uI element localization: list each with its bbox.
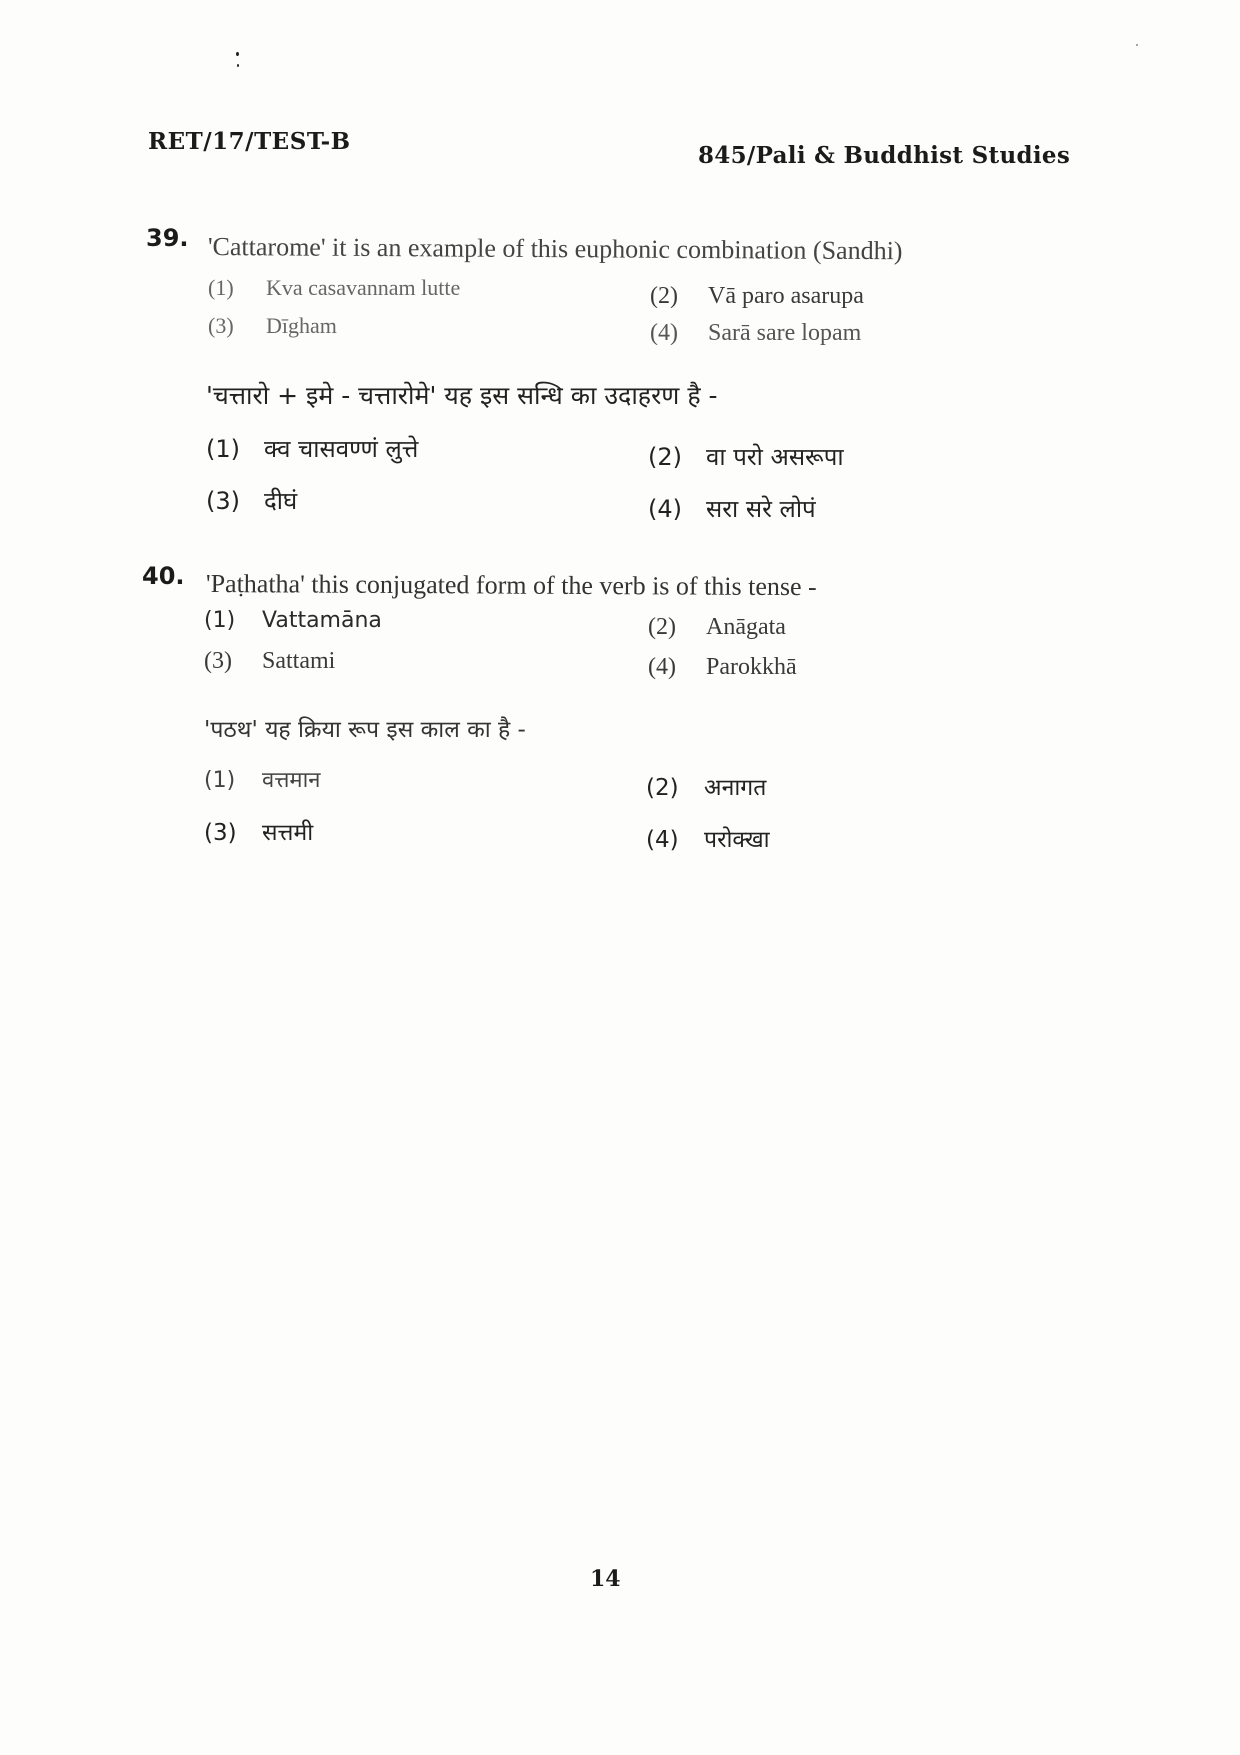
paper-code: RET/17/TEST-B	[148, 128, 351, 155]
option-text: Anāgata	[706, 614, 786, 640]
option-text: Sarā sare lopam	[708, 320, 862, 346]
option-1-english	[208, 275, 460, 301]
question-text-hindi: 'पठथ' यह क्रिया रूप इस काल का है -	[204, 717, 526, 743]
option-text: Vattamāna	[262, 608, 382, 633]
option-number: (3)	[208, 313, 234, 338]
option-number: (4)	[648, 495, 682, 523]
option-text: सरा सरे लोपं	[706, 495, 816, 523]
option-number: (2)	[650, 283, 678, 309]
option-number: (2)	[648, 614, 676, 640]
option-number: (4)	[648, 654, 676, 680]
option-2-hindi	[648, 440, 844, 473]
option-1-hindi	[204, 764, 321, 794]
subject-title: 845/Pali & Buddhist Studies	[698, 142, 1071, 169]
option-text: Vā paro asarupa	[708, 283, 864, 309]
option-number: (1)	[206, 435, 240, 463]
option-3-hindi	[206, 484, 297, 517]
option-text: वा परो असरूपा	[706, 443, 844, 471]
question-text-english: 'Cattarome' it is an example of this euphonic combination (Sandhi)	[207, 232, 903, 266]
scan-speck	[1136, 44, 1138, 46]
option-4-hindi	[648, 492, 816, 525]
option-1-hindi	[206, 432, 418, 465]
option-text: Parokkhā	[706, 654, 797, 680]
option-number: (1)	[208, 275, 234, 300]
question-number: 40.	[142, 562, 185, 590]
option-2-english	[650, 283, 864, 310]
option-number: (3)	[204, 820, 237, 846]
page-number: 14	[590, 1566, 621, 1592]
scan-speck	[237, 64, 239, 67]
option-4-hindi	[646, 822, 770, 854]
option-text: परोक्खा	[704, 827, 770, 853]
option-text: Sattami	[262, 648, 336, 674]
question-number: 39.	[146, 224, 189, 252]
option-3-english	[208, 313, 337, 339]
option-number: (4)	[646, 827, 679, 853]
option-3-english	[204, 648, 335, 675]
option-number: (3)	[206, 487, 240, 515]
option-number: (2)	[646, 775, 679, 801]
option-4-english	[650, 320, 861, 347]
option-text: अनागत	[704, 775, 767, 801]
option-text: सत्तमी	[262, 820, 314, 846]
option-4-english	[648, 654, 797, 681]
option-number: (3)	[204, 648, 232, 674]
option-text: Kva casavannam lutte	[266, 275, 461, 300]
option-number: (1)	[204, 608, 236, 633]
scan-speck	[236, 52, 239, 56]
question-text-english: 'Paṭhatha' this conjugated form of the verb is of this tense -	[205, 569, 817, 602]
option-number: (4)	[650, 320, 678, 346]
option-number: (1)	[204, 768, 236, 793]
option-2-hindi	[646, 770, 766, 802]
option-number: (2)	[648, 443, 682, 471]
option-2-english	[648, 614, 786, 641]
option-3-hindi	[204, 815, 313, 847]
option-text: वत्तमान	[262, 768, 321, 793]
option-1-english	[204, 608, 382, 633]
option-text: Dīgham	[266, 313, 337, 338]
question-text-hindi: 'चत्तारो + इमे - चत्तारोमे' यह इस सन्धि का उदाहरण है -	[206, 381, 718, 410]
option-text: क्व चासवण्णं लुत्ते	[264, 435, 419, 463]
option-text: दीघं	[264, 487, 298, 515]
